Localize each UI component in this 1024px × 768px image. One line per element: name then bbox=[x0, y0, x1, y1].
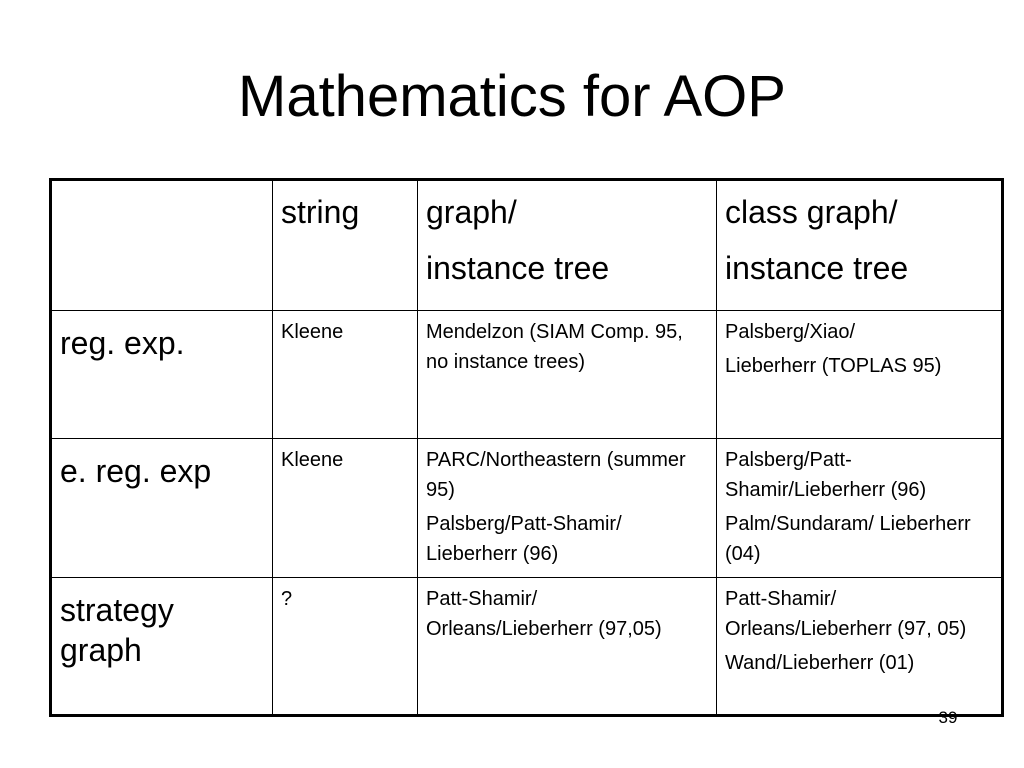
aop-math-table bbox=[49, 178, 1004, 717]
header-class-graph-line2: instance tree bbox=[725, 250, 909, 286]
header-graph bbox=[418, 180, 717, 311]
table-row bbox=[51, 439, 1003, 578]
cell-text: Lieberherr (TOPLAS 95) bbox=[725, 355, 942, 377]
cell-text: Mendelzon (SIAM Comp. 95, no instance trees) bbox=[426, 321, 683, 373]
header-graph-line1: graph/ bbox=[426, 194, 517, 230]
cell-text: Palsberg/Xiao/ bbox=[725, 321, 856, 343]
cell-text: PARC/Northeastern (summer 95) bbox=[426, 449, 686, 501]
header-graph-line2: instance tree bbox=[426, 250, 610, 286]
corner-cell bbox=[51, 180, 273, 311]
slide-title: Mathematics for AOP bbox=[238, 64, 786, 129]
page-number: 39 bbox=[938, 708, 958, 727]
cell-text: Wand/Lieberherr (01) bbox=[725, 652, 915, 674]
cell-strategy-graph-string: ? bbox=[273, 578, 418, 716]
cell-text: Palsberg/Patt-Shamir/Lieberherr (96) bbox=[725, 449, 927, 501]
cell-reg-exp-graph bbox=[418, 311, 717, 439]
cell-e-reg-exp-class-graph bbox=[717, 439, 1003, 578]
cell-e-reg-exp-string: Kleene bbox=[273, 439, 418, 578]
table-row bbox=[51, 578, 1003, 716]
cell-strategy-graph-class-graph bbox=[717, 578, 1003, 716]
row-label-e-reg-exp: e. reg. exp bbox=[51, 439, 273, 578]
cell-text: Patt-Shamir/ Orleans/Lieberherr (97,05) bbox=[426, 588, 662, 640]
header-class-graph bbox=[717, 180, 1003, 311]
header-string-line1: string bbox=[281, 194, 360, 230]
cell-reg-exp-string: Kleene bbox=[273, 311, 418, 439]
header-string bbox=[273, 180, 418, 311]
header-class-graph-line1: class graph/ bbox=[725, 194, 898, 230]
cell-text: Palm/Sundaram/ Lieberherr (04) bbox=[725, 513, 971, 565]
row-label-reg-exp: reg. exp. bbox=[51, 311, 273, 439]
cell-e-reg-exp-graph bbox=[418, 439, 717, 578]
table-row bbox=[51, 311, 1003, 439]
cell-text: Palsberg/Patt-Shamir/ Lieberherr (96) bbox=[426, 513, 622, 565]
cell-text: Patt-Shamir/ Orleans/Lieberherr (97, 05) bbox=[725, 588, 967, 640]
row-label-strategy-graph: strategy graph bbox=[51, 578, 273, 716]
cell-strategy-graph-graph bbox=[418, 578, 717, 716]
cell-reg-exp-class-graph bbox=[717, 311, 1003, 439]
table-header-row bbox=[51, 180, 1003, 311]
